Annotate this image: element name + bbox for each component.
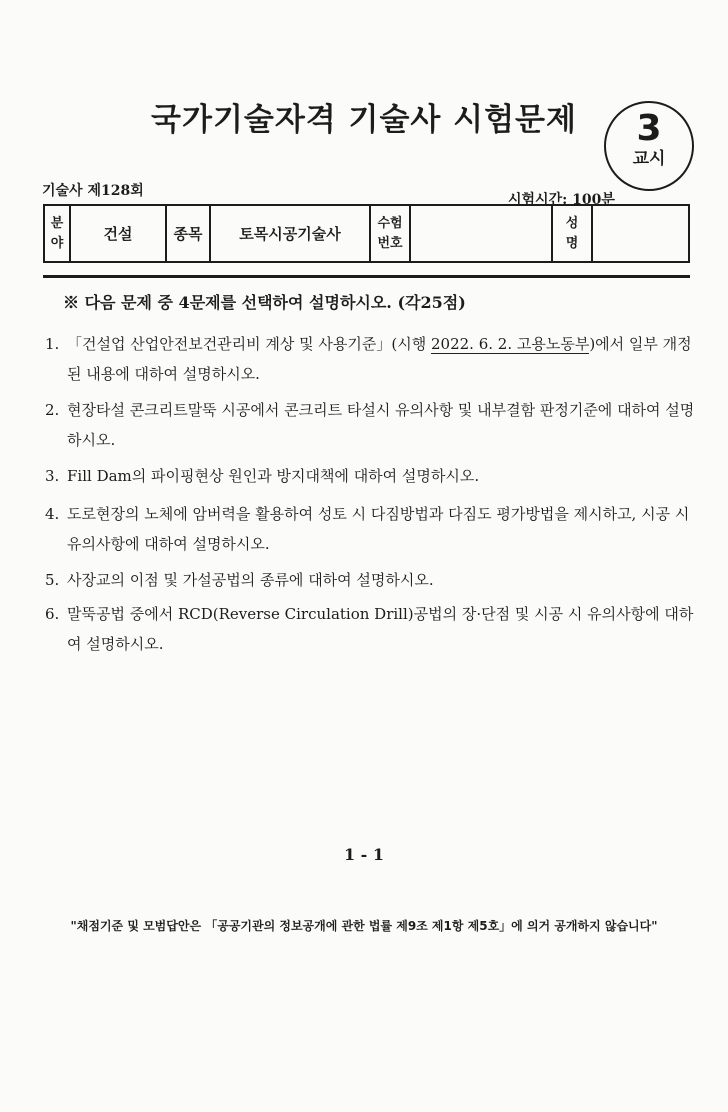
- field-value: 건설: [70, 205, 166, 262]
- question-text: Fill Dam의 파이핑현상 원인과 방지대책에 대하여 설명하시오.: [67, 467, 480, 485]
- field-label-cell: [44, 205, 70, 262]
- question-number: 1.: [45, 335, 60, 353]
- question-number: 2.: [45, 401, 60, 419]
- divider: [43, 275, 690, 278]
- question-number: 3.: [45, 467, 60, 485]
- question-number: 5.: [45, 571, 60, 589]
- question-text: 도로현장의 노체에 암버력을 활용하여 성토 시 다짐방법과 다짐도 평가방법을 제시하고, 시공 시 유의사항에 대하여 설명하시오.: [67, 505, 690, 553]
- question-3: [45, 461, 695, 491]
- question-5: [45, 565, 695, 595]
- exam-no-value: [410, 205, 552, 262]
- disclosure-notice: "채점기준 및 모범답안은 「공공기관의 정보공개에 관한 법률 제9조 제1항 제5호」에 의거 공개하지 않습니다": [70, 919, 658, 933]
- exam-title: 국가기술자격 기술사 시험문제: [151, 102, 577, 138]
- name-label-cell: [552, 205, 592, 262]
- period-badge: [604, 101, 694, 191]
- exam-time: 시험시간: 100분: [508, 192, 615, 208]
- question-text: 사장교의 이점 및 가설공법의 종류에 대하여 설명하시오.: [67, 571, 434, 589]
- exam-no-label: 수험번호: [377, 215, 403, 251]
- period-number: 3: [636, 108, 662, 149]
- question-4: [45, 499, 695, 559]
- category-value: 토목시공기술사: [210, 205, 370, 262]
- question-text: 현장타설 콘크리트말뚝 시공에서 콘크리트 타설시 유의사항 및 내부결함 판정기준에 대하여 설명하시오.: [67, 401, 695, 449]
- question-6: [45, 599, 695, 659]
- question-number: 6.: [45, 605, 60, 623]
- question-text-part: 「건설업 산업안전보건관리비 계상 및 사용기준」(시행: [67, 335, 431, 353]
- question-1: [45, 329, 695, 389]
- name-value: [592, 205, 689, 262]
- category-label: 종목: [166, 205, 210, 262]
- name-label: 성명: [565, 215, 579, 251]
- period-label: 교시: [632, 149, 666, 169]
- question-text-part: )에서 일부 개정된 내용에 대하여 설명하시오.: [67, 335, 692, 383]
- instruction: ※ 다음 문제 중 4문제를 선택하여 설명하시오. (각25점): [63, 293, 466, 312]
- page-number: 1 - 1: [343, 845, 385, 864]
- exam-no-label-cell: [370, 205, 410, 262]
- question-number: 4.: [45, 505, 60, 523]
- field-label: 분야: [50, 215, 64, 251]
- info-table: [43, 204, 690, 263]
- question-2: [45, 395, 695, 455]
- exam-round: 기술사 제128회: [42, 183, 144, 199]
- question-text: 말뚝공법 중에서 RCD(Reverse Circulation Drill)공법의 장·단점 및 시공 시 유의사항에 대하여 설명하시오.: [67, 605, 694, 653]
- question-underlined: 2022. 6. 2. 고용노동부: [431, 335, 590, 353]
- question-text: [45, 329, 695, 389]
